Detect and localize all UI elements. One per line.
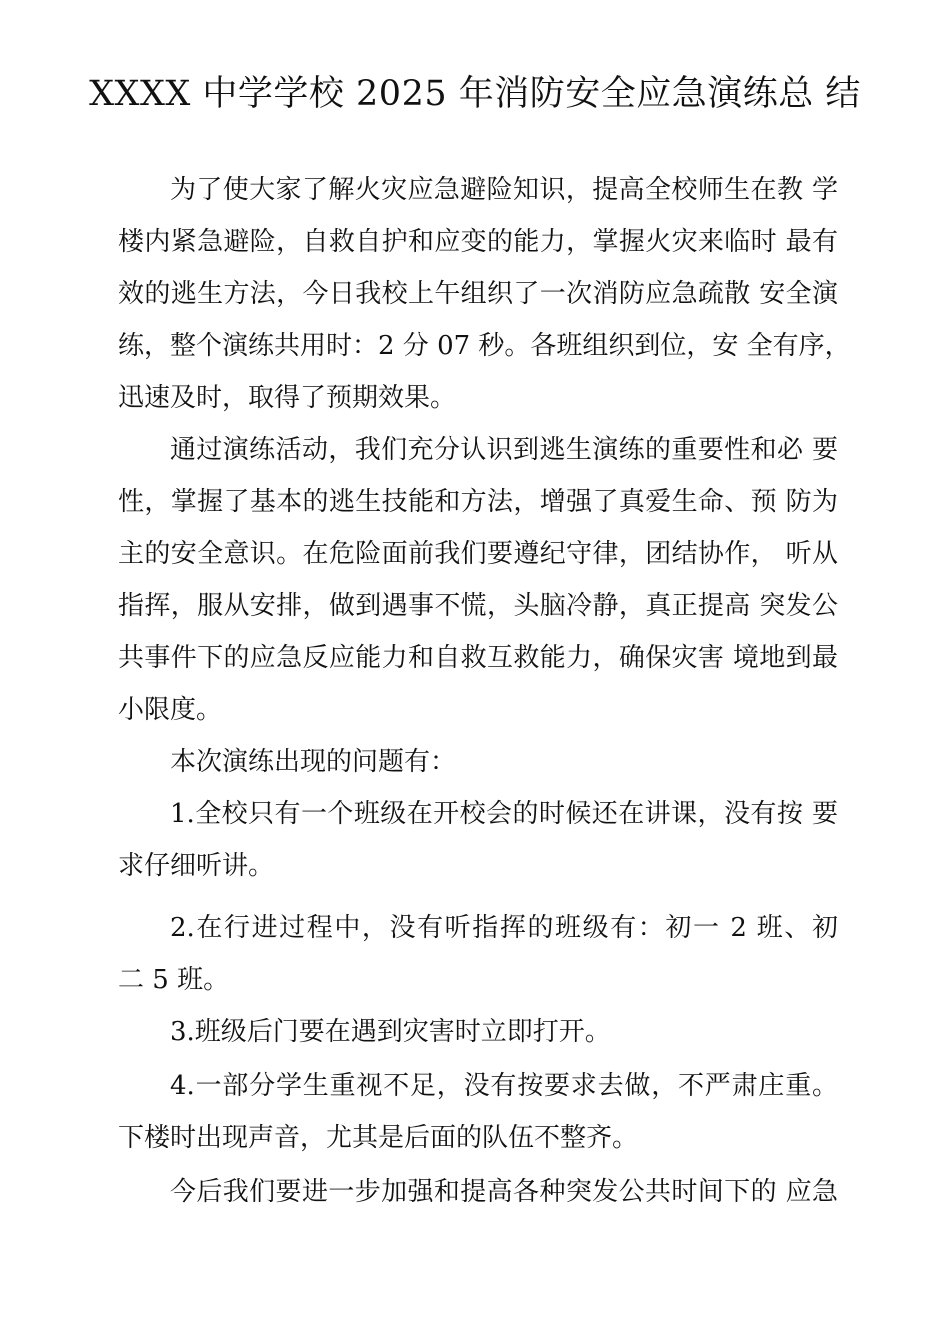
paragraph-line: 效的逃生方法，今日我校上午组织了一次消防应急疏散 安全演: [118, 279, 838, 309]
paragraph-line: 迅速及时，取得了预期效果。: [118, 383, 457, 413]
document-title: XXXX 中学学校 2025 年消防安全应急演练总 结: [89, 74, 861, 114]
paragraph-line: 小限度。: [118, 695, 223, 725]
paragraph-line: 4.一部分学生重视不足，没有按要求去做，不严肃庄重。: [170, 1071, 838, 1101]
paragraph-line: 共事件下的应急反应能力和自救互救能力，确保灾害 境地到最: [118, 643, 838, 673]
paragraph-line: 指挥，服从安排，做到遇事不慌，头脑冷静，真正提高 突发公: [118, 591, 838, 621]
paragraph-line: 练，整个演练共用时：2 分 07 秒。各班组织到位，安 全有序，: [118, 331, 851, 361]
paragraph-line: 性，掌握了基本的逃生技能和方法，增强了真爱生命、预 防为: [118, 487, 838, 517]
paragraph-line: 1.全校只有一个班级在开校会的时候还在讲课，没有按 要: [170, 799, 838, 829]
paragraph-line: 主的安全意识。在危险面前我们要遵纪守律，团结协作， 听从: [118, 539, 838, 569]
paragraph-line: 3.班级后门要在遇到灾害时立即打开。: [170, 1017, 611, 1047]
paragraph-line: 为了使大家了解火灾应急避险知识，提高全校师生在教 学: [170, 175, 838, 205]
paragraph-line: 2.在行进过程中，没有听指挥的班级有：初一 2 班、初: [170, 913, 838, 943]
paragraph-line: 通过演练活动，我们充分认识到逃生演练的重要性和必 要: [170, 435, 838, 465]
paragraph-line: 今后我们要进一步加强和提高各种突发公共时间下的 应急: [170, 1177, 838, 1207]
paragraph-line: 本次演练出现的问题有：: [170, 747, 457, 777]
paragraph-line: 二 5 班。: [118, 965, 230, 995]
paragraph-line: 楼内紧急避险，自救自护和应变的能力，掌握火灾来临时 最有: [118, 227, 838, 257]
paragraph-line: 求仔细听讲。: [118, 851, 275, 881]
paragraph-line: 下楼时出现声音，尤其是后面的队伍不整齐。: [118, 1123, 639, 1153]
